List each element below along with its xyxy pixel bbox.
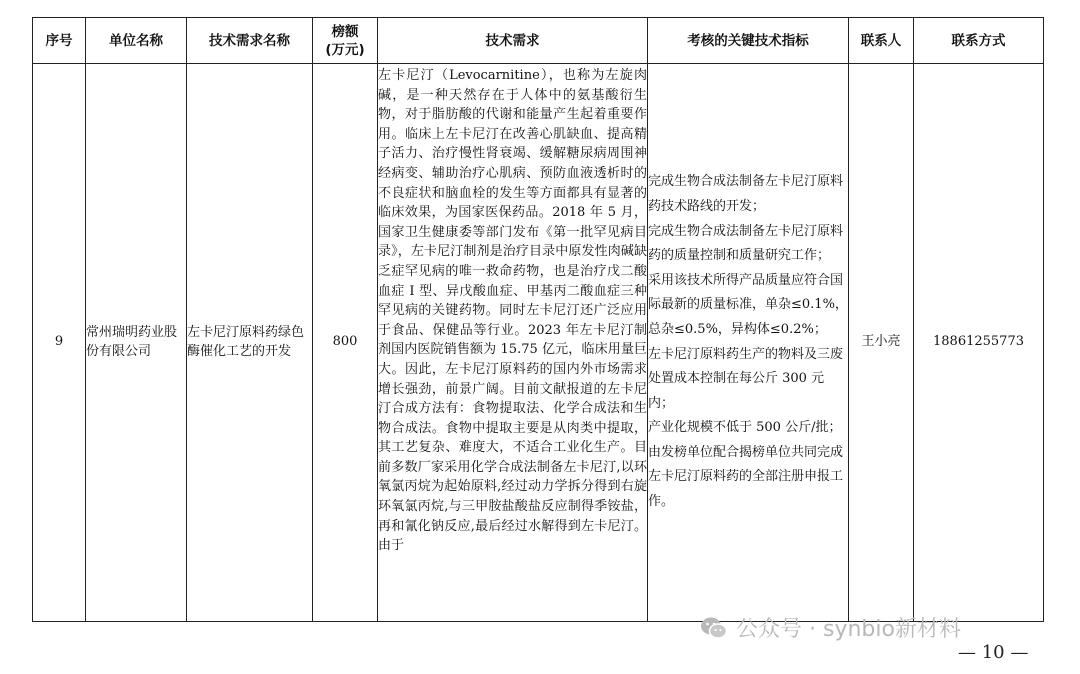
header-phone: 联系方式: [914, 18, 1044, 64]
cell-phone: 18861255773: [914, 64, 1044, 622]
header-row: [33, 18, 1044, 64]
cell-amount: 800: [313, 64, 378, 622]
header-amount-unit: (万元): [325, 41, 365, 58]
cell-tech-name: 左卡尼汀原料药绿色酶催化工艺的开发: [187, 64, 313, 622]
header-requirement: 技术需求: [378, 18, 648, 64]
kpi-item: 左卡尼汀原料药生产的物料及三废处置成本控制在每公斤 300 元内；: [648, 346, 844, 411]
requirements-table: [32, 17, 1044, 622]
cell-contact: 王小亮: [849, 64, 914, 622]
header-kpi: 考核的关键技术指标: [648, 18, 849, 64]
header-unit: 单位名称: [86, 18, 187, 64]
header-index: 序号: [33, 18, 86, 64]
wechat-icon: [700, 616, 728, 640]
cell-requirement: [378, 64, 648, 622]
watermark-text: 公众号 · synbio新材料: [736, 617, 961, 642]
kpi-item: 完成生物合成法制备左卡尼汀原料药的质量控制和质量研究工作；: [648, 223, 844, 264]
requirement-text: 左卡尼汀（Levocarnitine），也称为左旋肉碱，是一种天然存在于人体中的氨基酸衍生物，对于脂肪酸的代谢和能量产生起着重要作用。临床上左卡尼汀在改善心肌缺血、提高精子活力、治疗慢性肾衰竭、缓解糖尿病周围神经病变、辅助治疗心肌病、预防血液透析时的不良症状和脑血栓的发生等方面都具有显著的临床效果，为国家医保药品。2018 年 5 月，国家卫生健康委等部门发布《第一批罕见病目录》，左卡尼汀制剂是治疗目录中原发性肉碱缺乏症罕见病的唯一救命药物，也是治疗戊二酸血症 I 型、异戊酸血症、甲基丙二酸血症三种罕见病的关键药物。同时左卡尼汀还广泛应用于食品、保健品等行业。2023 年左卡尼汀制剂国内医院销售额为 15.75 亿元，临床用量巨大。因此，左卡尼汀原料药的国内外市场需求增长强劲，前景广阔。目前文献报道的左卡尼汀合成方法有：食物提取法、化学合成法和生物合成法。食物中提取主要是从肉类中提取，其工艺复杂、难度大，不适合工业化生产。目前多数厂家采用化学合成法制备左卡尼汀,以环氧氯丙烷为起始原料,经过动力学拆分得到右旋环氧氯丙烷,与三甲胺盐酸盐反应制得季铵盐，再和氰化钠反应,最后经过水解得到左卡尼汀。由于: [378, 68, 647, 554]
kpi-item: 由发榜单位配合揭榜单位共同完成左卡尼汀原料药的全部注册申报工作。: [648, 444, 844, 510]
cell-kpi: [648, 64, 849, 622]
cell-index: 9: [33, 64, 86, 622]
kpi-item: 产业化规模不低于 500 公斤/批；: [648, 420, 842, 436]
table-row: [33, 64, 1044, 622]
cell-unit: 常州瑞明药业股份有限公司: [86, 64, 187, 622]
kpi-item: 完成生物合成法制备左卡尼汀原料药技术路线的开发；: [648, 174, 844, 214]
header-amount-label: 榜额: [331, 23, 359, 40]
header-contact: 联系人: [849, 18, 914, 64]
kpi-item: 采用该技术所得产品质量应符合国际最新的质量标准，单杂≤0.1%，总杂≤0.5%，异构体≤0.2%；: [648, 272, 848, 337]
header-tech-name: 技术需求名称: [187, 18, 313, 64]
watermark: [700, 612, 961, 643]
header-amount: [313, 18, 378, 64]
page-number: — 10 —: [958, 642, 1029, 663]
